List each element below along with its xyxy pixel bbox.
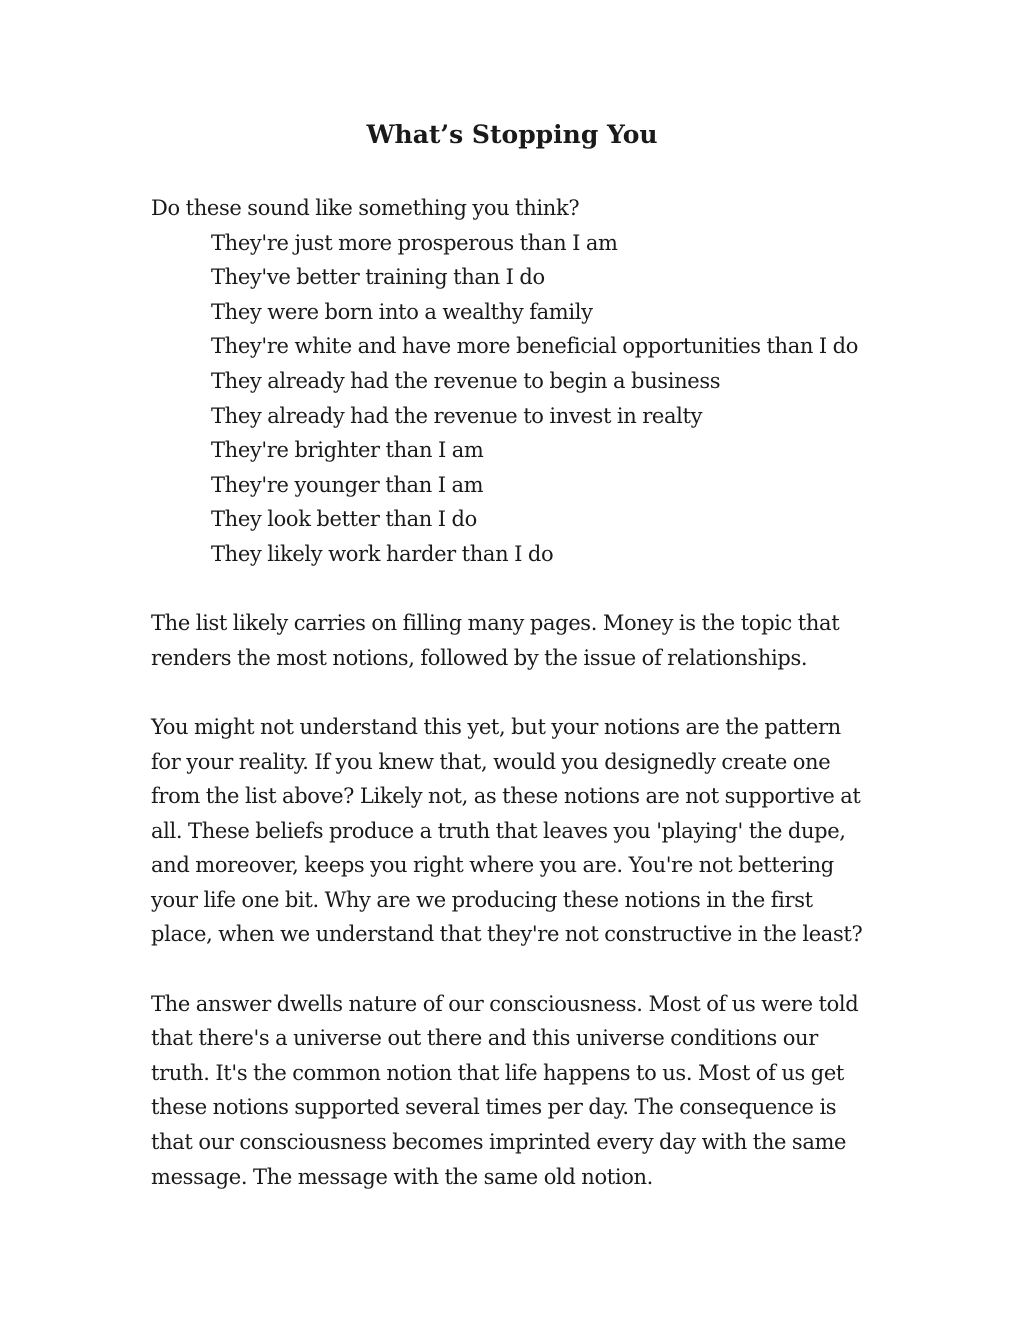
paragraph-notions-pattern xyxy=(151,710,871,952)
paragraph-line: You might not understand this yet, but your notions are the pattern xyxy=(151,714,841,739)
intro-line: Do these sound like something you think? xyxy=(151,196,580,220)
paragraph-line: all. These beliefs produce a truth that leaves you 'playing' the dupe, xyxy=(151,818,846,843)
paragraph-line: truth. It's the common notion that life happens to us. Most of us get xyxy=(151,1060,844,1085)
paragraph-line: renders the most notions, followed by the issue of relationships. xyxy=(151,645,808,670)
belief-list xyxy=(151,226,871,572)
paragraph-spacer xyxy=(151,572,871,607)
paragraph-line: from the list above? Likely not, as these notions are not supportive at xyxy=(151,784,861,809)
page-title: What’s Stopping You xyxy=(366,120,658,149)
paragraph-line: that there's a universe out there and this universe conditions our xyxy=(151,1026,818,1051)
list-item: They look better than I do xyxy=(211,507,477,532)
paragraph-spacer xyxy=(151,675,871,710)
paragraph-line: The list likely carries on filling many pages. Money is the topic that xyxy=(151,611,840,636)
paragraph-line: these notions supported several times per day. The consequence is xyxy=(151,1095,837,1120)
paragraph-line: that our consciousness becomes imprinted every day with the same xyxy=(151,1130,847,1155)
list-item: They already had the revenue to invest in realty xyxy=(211,403,703,428)
list-item: They were born into a wealthy family xyxy=(211,299,593,324)
list-item: They're white and have more beneficial opportunities than I do xyxy=(211,334,859,359)
paragraph-line: message. The message with the same old notion. xyxy=(151,1164,653,1189)
list-item: They likely work harder than I do xyxy=(211,541,554,566)
paragraph-consciousness xyxy=(151,987,871,1195)
paragraph-line: your life one bit. Why are we producing these notions in the first xyxy=(151,887,813,912)
list-item: They've better training than I do xyxy=(211,265,545,290)
paragraph-spacer xyxy=(151,952,871,987)
list-item: They're younger than I am xyxy=(211,472,484,497)
paragraph-line: place, when we understand that they're not constructive in the least? xyxy=(151,922,863,947)
list-item: They already had the revenue to begin a business xyxy=(211,368,721,393)
paragraph-line: and moreover, keeps you right where you are. You're not bettering xyxy=(151,853,834,878)
list-item: They're just more prosperous than I am xyxy=(211,230,618,255)
paragraph-line: The answer dwells nature of our consciousness. Most of us were told xyxy=(151,991,859,1016)
list-item: They're brighter than I am xyxy=(211,438,484,463)
paragraph-line: for your reality. If you knew that, would you designedly create one xyxy=(151,749,831,774)
paragraph-list-length xyxy=(151,606,871,675)
document-body xyxy=(151,191,871,1194)
